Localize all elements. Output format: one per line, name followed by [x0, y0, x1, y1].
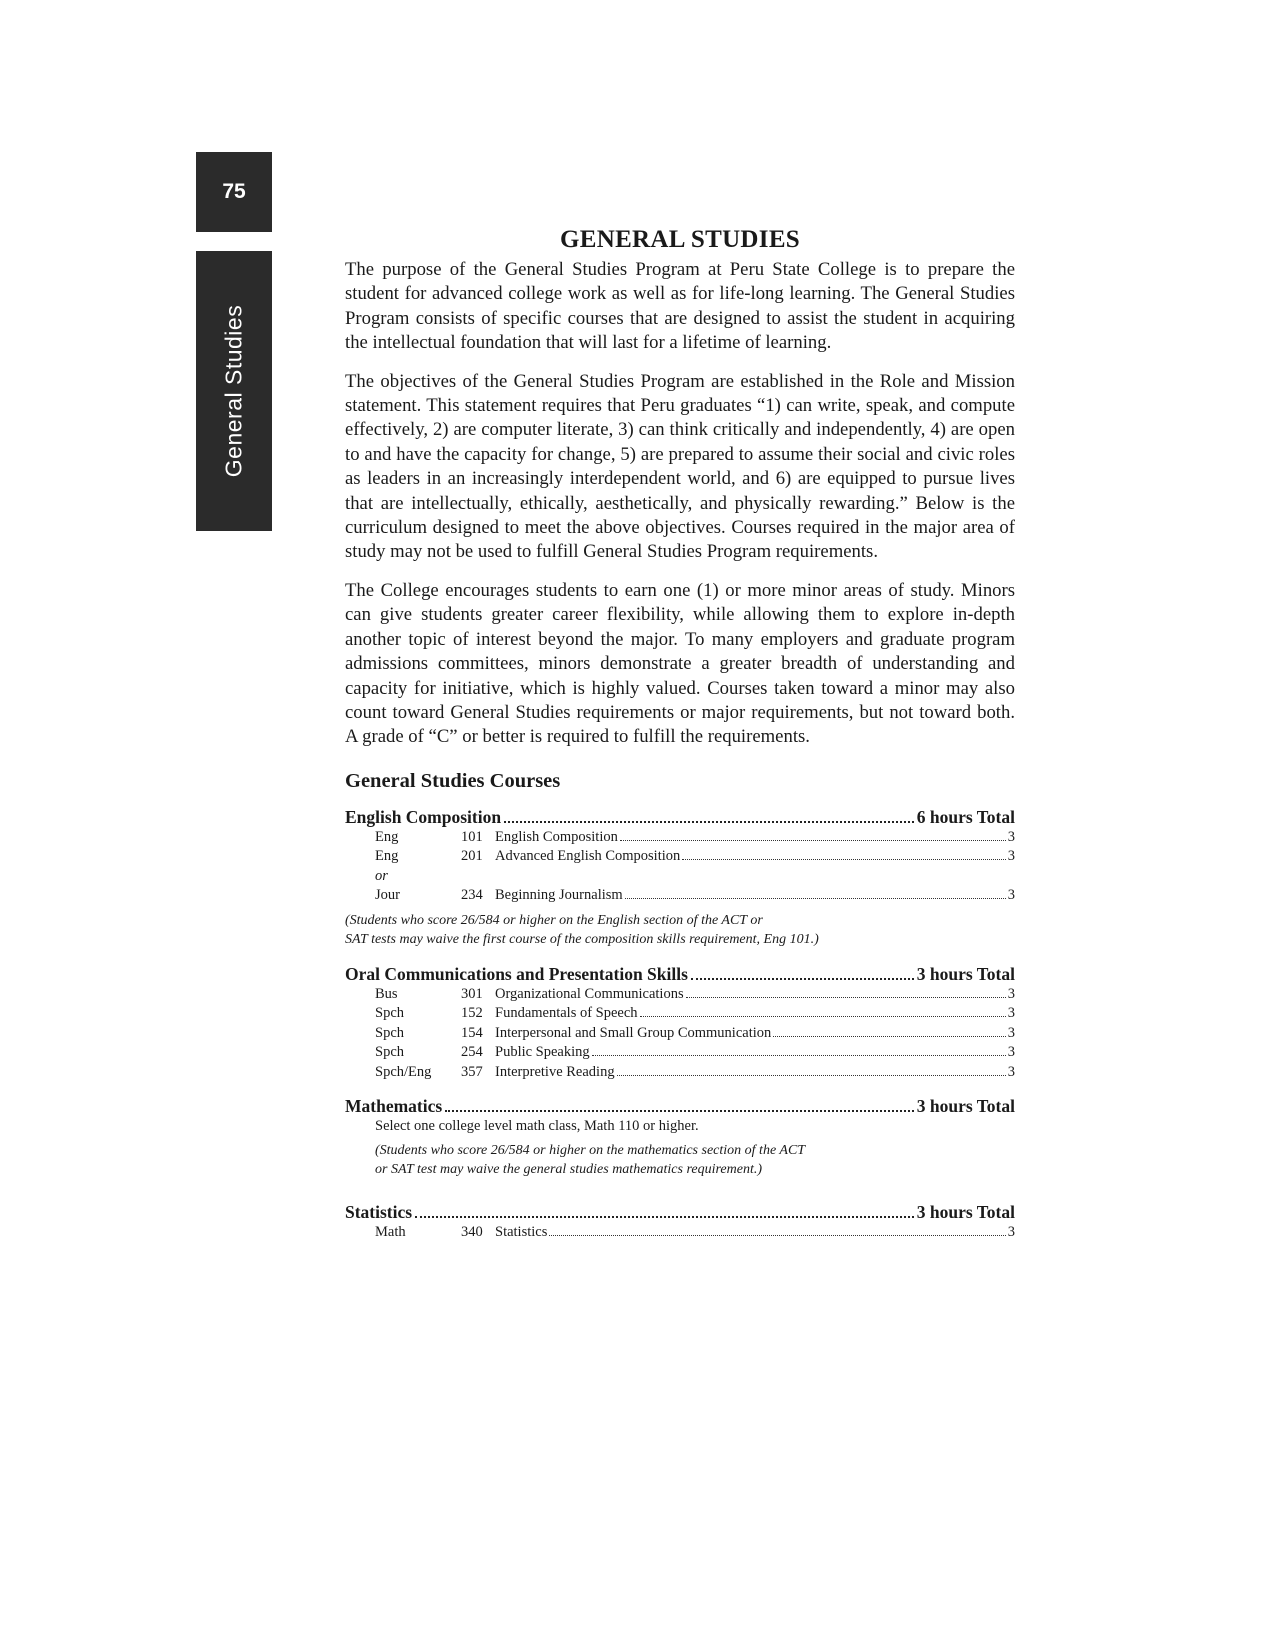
courses-heading: General Studies Courses	[345, 769, 561, 792]
group-header	[345, 964, 1015, 985]
course-credits: 3	[1007, 1063, 1015, 1080]
course-credits: 3	[1007, 985, 1015, 1002]
course-number: 101	[461, 828, 483, 845]
course-credits: 3	[1007, 1024, 1015, 1041]
course-row	[345, 847, 1015, 867]
group-english-composition	[345, 807, 1015, 950]
course-dept: Spch	[375, 1024, 404, 1041]
group-total: 6 hours Total	[916, 806, 1015, 827]
course-row	[345, 1223, 1015, 1243]
group-name: Statistics	[345, 1201, 413, 1222]
group-name: Oral Communications and Presentation Skills	[345, 963, 688, 984]
course-title: Statistics	[495, 1223, 548, 1240]
course-credits: 3	[1007, 1044, 1015, 1061]
group-mathematics	[345, 1096, 1015, 1180]
course-dept: Jour	[375, 887, 400, 904]
course-row	[345, 886, 1015, 906]
course-title: English Composition	[495, 828, 618, 845]
course-row	[345, 828, 1015, 848]
page-number-tab	[196, 152, 272, 232]
group-header	[345, 1096, 1015, 1117]
note-line: or SAT test may waive the general studies mathematics requirement.)	[375, 1162, 763, 1178]
group-statistics	[345, 1202, 1015, 1243]
course-dept: Math	[375, 1223, 406, 1240]
group-name: English Composition	[345, 806, 502, 827]
dot-leader	[773, 1036, 1005, 1037]
note-line: SAT tests may waive the first course of the composition skills requirement, Eng 101.)	[345, 932, 819, 948]
dot-leader	[640, 1016, 1006, 1017]
course-title: Fundamentals of Speech	[495, 1005, 638, 1022]
course-number: 301	[461, 985, 483, 1002]
course-credits: 3	[1007, 1223, 1015, 1240]
english-note	[345, 911, 1015, 950]
course-number: 340	[461, 1223, 483, 1240]
course-dept: Spch/Eng	[375, 1063, 432, 1080]
course-number: 234	[461, 887, 483, 904]
course-row	[345, 1024, 1015, 1044]
paragraph-minors: The College encourages students to earn one (1) or more minor areas of study. Minors can give students greater career flexibility, while allowing them to explore in-depth another topic of interest beyond the major. To many employers and graduate program admissions committees, minors demonstrate a greater breadth of understanding and capacity for initiative, which is highly valued. Courses taken toward a minor may also count toward General Studies requirements or major requirements, but not toward both. A grade of “C” or better is required to fulfill the requirements.	[345, 579, 1015, 748]
course-number: 254	[461, 1044, 483, 1061]
math-instruction: Select one college level math class, Math 110 or higher.	[375, 1118, 699, 1135]
course-credits: 3	[1007, 887, 1015, 904]
course-dept: Bus	[375, 985, 398, 1002]
course-number: 201	[461, 848, 483, 865]
course-credits: 3	[1007, 828, 1015, 845]
group-header	[345, 1202, 1015, 1223]
dot-leader	[617, 1075, 1006, 1076]
group-total: 3 hours Total	[916, 963, 1015, 984]
dot-leader	[445, 1110, 914, 1112]
paragraph-purpose: The purpose of the General Studies Program at Peru State College is to prepare the student for advanced college work as well as for life-long learning. The General Studies Program consists of specific courses that are designed to assist the student in acquiring the intellectual foundation that will last for a lifetime of learning.	[345, 259, 1015, 354]
dot-leader	[549, 1235, 1005, 1236]
course-number: 357	[461, 1063, 483, 1080]
dot-leader	[625, 898, 1006, 899]
dot-leader	[415, 1216, 914, 1218]
course-number: 154	[461, 1024, 483, 1041]
group-header	[345, 807, 1015, 828]
course-row	[345, 985, 1015, 1005]
course-dept: Eng	[375, 828, 399, 845]
course-title: Organizational Communications	[495, 985, 684, 1002]
page-title: GENERAL STUDIES	[560, 226, 800, 253]
section-label: General Studies	[220, 304, 247, 478]
dot-leader	[592, 1055, 1006, 1056]
section-tab	[196, 251, 272, 531]
course-dept: Eng	[375, 848, 399, 865]
course-title: Interpretive Reading	[495, 1063, 615, 1080]
math-note	[345, 1141, 1015, 1180]
course-dept: Spch	[375, 1005, 404, 1022]
course-credits: 3	[1007, 1005, 1015, 1022]
group-oral-communications	[345, 964, 1015, 1083]
course-row	[345, 1004, 1015, 1024]
course-row	[345, 1043, 1015, 1063]
course-credits: 3	[1007, 848, 1015, 865]
note-line: (Students who score 26/584 or higher on the English section of the ACT or	[345, 912, 763, 928]
dot-leader	[691, 978, 914, 980]
note-line: (Students who score 26/584 or higher on the mathematics section of the ACT	[375, 1142, 806, 1158]
group-total: 3 hours Total	[916, 1096, 1015, 1117]
page-content	[345, 226, 1015, 1250]
course-dept: Spch	[375, 1044, 404, 1061]
course-title: Interpersonal and Small Group Communication	[495, 1024, 772, 1041]
course-title: Beginning Journalism	[495, 887, 623, 904]
dot-leader	[504, 821, 914, 823]
course-title: Advanced English Composition	[495, 848, 681, 865]
or-separator: or	[375, 867, 388, 884]
course-title: Public Speaking	[495, 1044, 590, 1061]
paragraph-objectives: The objectives of the General Studies Program are established in the Role and Mission statement. This statement requires that Peru graduates “1) can write, speak, and compute effectively, 2) are computer literate, 3) can think critically and independently, 4) are open to and have the capacity for change, 5) are prepared to assume their social and civic roles as leaders in an increasingly interdependent world, and 6) are equipped to pursue lives that are intellectually, ethically, aesthetically, and physically rewarding.” Below is the curriculum designed to meet the above objectives. Courses required in the major area of study may not be used to fulfill General Studies Program requirements.	[345, 370, 1015, 563]
dot-leader	[620, 840, 1006, 841]
group-total: 3 hours Total	[916, 1201, 1015, 1222]
dot-leader	[682, 859, 1005, 860]
group-name: Mathematics	[345, 1096, 443, 1117]
page-number: 75	[222, 180, 246, 203]
dot-leader	[686, 997, 1006, 998]
course-row	[345, 1063, 1015, 1083]
course-number: 152	[461, 1005, 483, 1022]
